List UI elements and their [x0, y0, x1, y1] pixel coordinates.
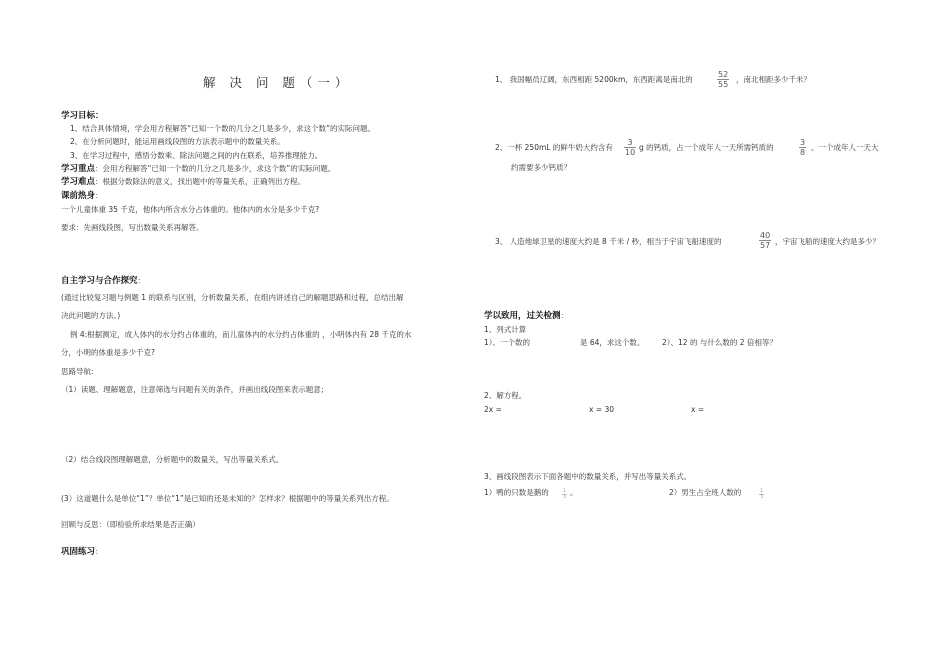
problem-1: 1、 我国幅员辽阔，东西相距 5200km，东西距离是南北的 — [495, 75, 693, 84]
question-1-a-tail: 是 64，求这个数。 — [580, 338, 645, 347]
practice-heading-colon: ： — [95, 547, 103, 556]
fraction-numerator: 1 — [563, 488, 567, 494]
guide-step-2: （2）结合线段图理解题意，分析题中的数量关，写出等量关系式。 — [61, 455, 284, 464]
question-3-heading: 3、画线段图表示下面各题中的数量关系，并写出等量关系式。 — [484, 472, 692, 481]
objective-item-1: 1、结合具体情境，学会用方程解答“已知一个数的几分之几是多少，求这个数”的实际问题。 — [70, 124, 376, 133]
problem-1-fraction — [717, 70, 729, 89]
question-1-b: 2）、12 的 与什么数的 2 倍相等？ — [662, 338, 777, 347]
problem-3: 3、 人造地球卫星的速度大约是 8 千米 / 秒，相当于宇宙飞船速度的 — [495, 237, 722, 246]
explore-intro-line-2: 决此问题的方法。) — [61, 311, 121, 320]
warmup-heading-colon: ： — [95, 191, 103, 200]
problem-3-fraction — [759, 231, 771, 250]
fraction-denominator: 55 — [718, 80, 729, 89]
fraction-denominator: 3 — [760, 494, 764, 500]
guide-step-1: （1）读题、理解题意，注意筛选与问题有关的条件，并画出线段图来表示题意； — [61, 385, 329, 394]
objective-item-3: 3、在学习过程中，感悟分数乘、除法问题之间的内在联系，培养推理能力。 — [70, 151, 323, 160]
problem-2-fraction-2 — [799, 138, 806, 157]
apply-heading — [484, 311, 568, 321]
explore-heading-colon: ： — [137, 276, 146, 285]
question-2-heading: 2、解方程。 — [484, 391, 527, 400]
warmup-problem: 一个儿童体重 35 千克，他体内所含水分占体重的。他体内的水分是多少千克? — [61, 205, 320, 214]
review-reflection: 回顾与反思：（即检验所求结果是否正确） — [61, 520, 200, 529]
fraction-numerator: 1 — [760, 488, 764, 494]
fraction-numerator: 3 — [800, 138, 806, 147]
explore-heading-label: 自主学习与合作探究 — [61, 276, 138, 286]
explore-intro-line-1: (通过比较复习题与例题 1 的联系与区别，分析数量关系，在组内讲述自己的解题思路和过程，总结出解 — [61, 293, 404, 302]
equation-3: x = — [691, 405, 705, 414]
question-3-a-fraction — [562, 489, 567, 500]
problem-2-line-2: 约需要多少钙质？ — [511, 163, 571, 172]
difficulty-point — [61, 177, 305, 187]
objective-item-2: 2、在分析问题时，能运用画线段图的方法表示题中的数量关系。 — [70, 137, 285, 146]
fraction-denominator: 57 — [760, 241, 771, 250]
example-line-1: 例 4:根据测定，成人体内的水分约占体重的，而儿童体内的水分约占体重的 ，小明体内有 28 千克的水 — [70, 330, 412, 339]
example-line-2: 分，小明的体重是多少千克? — [61, 348, 155, 357]
question-3-a-tail: 。 — [570, 488, 578, 497]
page-title: 解 决 问 题（一） — [203, 75, 353, 90]
question-1-a: 1）、一个数的 — [484, 338, 531, 347]
warmup-requirement: 要求：先画线段图，写出数量关系再解答。 — [61, 223, 204, 232]
problem-2-fraction — [624, 138, 636, 157]
problem-3-tail: ，宇宙飞船的速度大约是多少？ — [775, 237, 880, 246]
practice-heading-label: 巩固练习 — [61, 547, 96, 557]
objectives-heading: 学习目标： — [61, 111, 104, 121]
fraction-denominator: 10 — [625, 148, 636, 157]
guide-label: 思路导航: — [61, 367, 94, 376]
fraction-denominator: 3 — [563, 494, 567, 500]
warmup-heading-label: 课前热身 — [61, 191, 96, 201]
difficulty-label: 学习难点 — [61, 177, 96, 187]
problem-2-tail: 。一个成年人一天大 — [811, 143, 879, 152]
question-3-b-fraction — [759, 489, 764, 500]
warmup-heading — [61, 191, 103, 201]
apply-heading-colon: ： — [560, 311, 569, 320]
problem-2: 2、一杯 250mL 的鲜牛奶大约含有 — [495, 143, 613, 152]
practice-heading — [61, 547, 103, 557]
key-point — [61, 164, 335, 174]
question-3-b: 2）男生占全班人数的 — [669, 488, 742, 497]
key-point-text: ：会用方程解答“已知一个数的几分之几是多少，求这个数”的实际问题。 — [95, 164, 336, 173]
apply-heading-label: 学以致用，过关检测 — [484, 311, 561, 321]
fraction-numerator: 52 — [718, 70, 729, 79]
key-point-label: 学习重点 — [61, 164, 96, 174]
question-3-a: 1）鸭的只数是鹅的 — [484, 488, 549, 497]
guide-step-3: (3）这道题什么是单位“1”？单位“1”是已知的还是未知的？怎样求？根据题中的等量关系列出方程。 — [61, 494, 394, 503]
equation-1: 2x = — [484, 405, 502, 414]
fraction-numerator: 40 — [760, 231, 771, 240]
problem-2-mid: g 的钙质，占一个成年人一天所需钙质的 — [639, 143, 774, 152]
fraction-denominator: 8 — [800, 148, 806, 157]
difficulty-text: ：根据分数除法的意义，找出题中的等量关系，正确列出方程。 — [95, 177, 306, 186]
fraction-numerator: 3 — [627, 138, 633, 147]
equation-2: x = 30 — [589, 405, 615, 414]
explore-heading — [61, 276, 145, 286]
problem-1-tail: ，南北相距多少千米？ — [736, 75, 811, 84]
question-1-heading: 1、列式计算 — [484, 325, 527, 334]
